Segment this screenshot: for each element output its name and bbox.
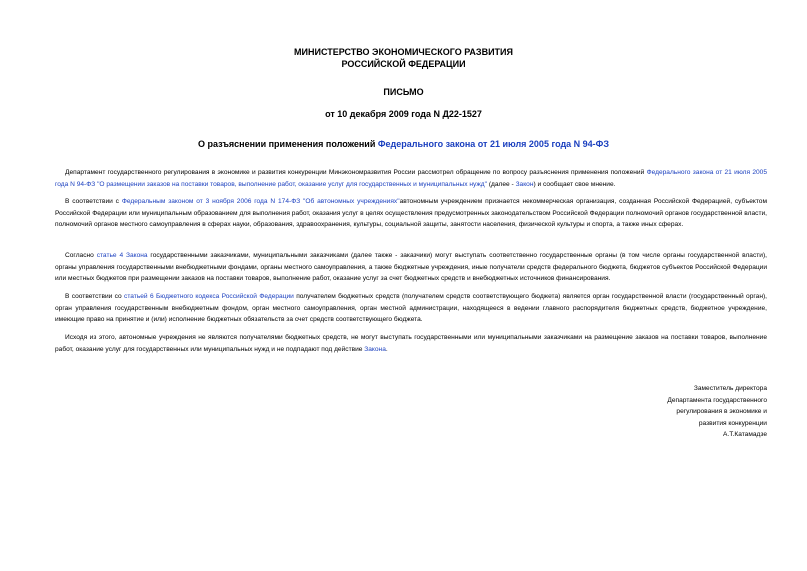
signature-block [667, 383, 767, 441]
paragraph-2 [55, 196, 767, 231]
signature-line-1: Заместитель директора [693, 385, 767, 392]
paragraph-text: ) и сообщает свое мнение. [533, 180, 616, 188]
signature-line-2: Департамента государственного [667, 396, 767, 404]
letter-date: от 10 декабря 2009 года N Д22-1527 [325, 109, 482, 119]
paragraph-text: В соответствии со [65, 293, 125, 300]
letter-type: ПИСЬМО [383, 87, 424, 97]
law-short-link[interactable]: Закона [364, 345, 386, 353]
paragraph-text: Департамент государственного регулирования в экономике и развития конкуренции Минэкономразвития России рассмотрел обращение по вопросу разъяснения применения положений [65, 169, 647, 176]
ministry-line-2: РОССИЙСКОЙ ФЕДЕРАЦИИ [341, 59, 466, 69]
letter-subject [0, 138, 807, 150]
ministry-name [0, 46, 807, 70]
signature-line-3: регулирования в экономике и [676, 408, 767, 416]
budget-code-article-6-link[interactable]: статьей 6 Бюджетного кодекса Российской Федерации [124, 293, 294, 300]
signer-name: А.Т.Катамадзе [723, 431, 767, 439]
paragraph-5 [55, 332, 767, 355]
paragraph-text: В соответствии с [65, 198, 122, 205]
law-174fz-link[interactable]: Федеральным законом от 3 ноября 2006 года N 174-ФЗ "Об автономных учреждениях" [121, 198, 400, 205]
paragraph-text: Исходя из этого, автономные учреждения не являются получателями бюджетных средств, не могут выступать государственными или муниципальными заказчиками на размещение заказов на поставки товаров, выполнение работ, оказание услуг для государственных или муниципальных нужд и не подпадают под действие [55, 334, 767, 353]
article-4-link[interactable]: статье 4 Закона [96, 252, 148, 259]
paragraph-4 [55, 291, 767, 326]
law-short-link[interactable]: Закон [515, 180, 534, 188]
paragraph-3 [55, 250, 767, 285]
ministry-line-1: МИНИСТЕРСТВО ЭКОНОМИЧЕСКОГО РАЗВИТИЯ [294, 47, 513, 57]
paragraph-text: Согласно [65, 252, 97, 259]
paragraph-text: получателем бюджетных средств (получателем средств соответствующего бюджета) является орган государственной власти (государственный орган), орган управления государственным внебюджетным фондом, орган местного самоуправления, орган местной администрации, находящееся в ведении главного распорядителя бюджетных средств, бюджетное учреждение, имеющие право на принятие и (или) исполнение бюджетных обязательств за счет средств соответствующего бюджета. [55, 293, 767, 324]
subject-law-link[interactable]: Федерального закона от 21 июля 2005 года N 94-ФЗ [377, 139, 609, 149]
subject-prefix: О разъяснении применения положений [197, 139, 378, 149]
paragraph-text: государственными заказчиками, муниципальными заказчиками (далее также - заказчики) могут выступать соответственно государственные органы (в том числе органы государственной власти), органы управления государственными внебюджетными фондами, органы местного самоуправления, а также бюджетные учреждения, иные получатели средств федерального бюджета, бюджетов субъектов Российской Федерации или местных бюджетов при размещении заказов на поставки товаров, выполнение работ, оказание услуг за счет бюджетных средств и внебюджетных источников финансирования. [55, 252, 767, 283]
paragraph-text: . [385, 345, 388, 353]
paragraph-text: автономным учреждением признается некоммерческая организация, созданная Российской Федерацией, субъектом Российской Федерации или муниципальным образованием для выполнения работ, оказания услуг в целях осуществления предусмотренных законодательством Российской Федерации полномочий органов государственной власти, полномочий органов местного самоуправления в сферах науки, образования, здравоохранения, культуры, социальной защиты, занятости населения, физической культуры и спорта, а также иных сферах. [55, 198, 767, 229]
signature-line-4: развития конкуренции [698, 419, 767, 427]
paragraph-text: (далее - [486, 180, 516, 188]
law-94fz-link[interactable]: Федерального закона от 21 июля 2005 года N 94-ФЗ "О размещении заказов на поставки товаров, выполнение работ, оказание услуг для государственных и муниципальных нужд" [55, 169, 767, 188]
paragraph-1 [55, 167, 767, 190]
